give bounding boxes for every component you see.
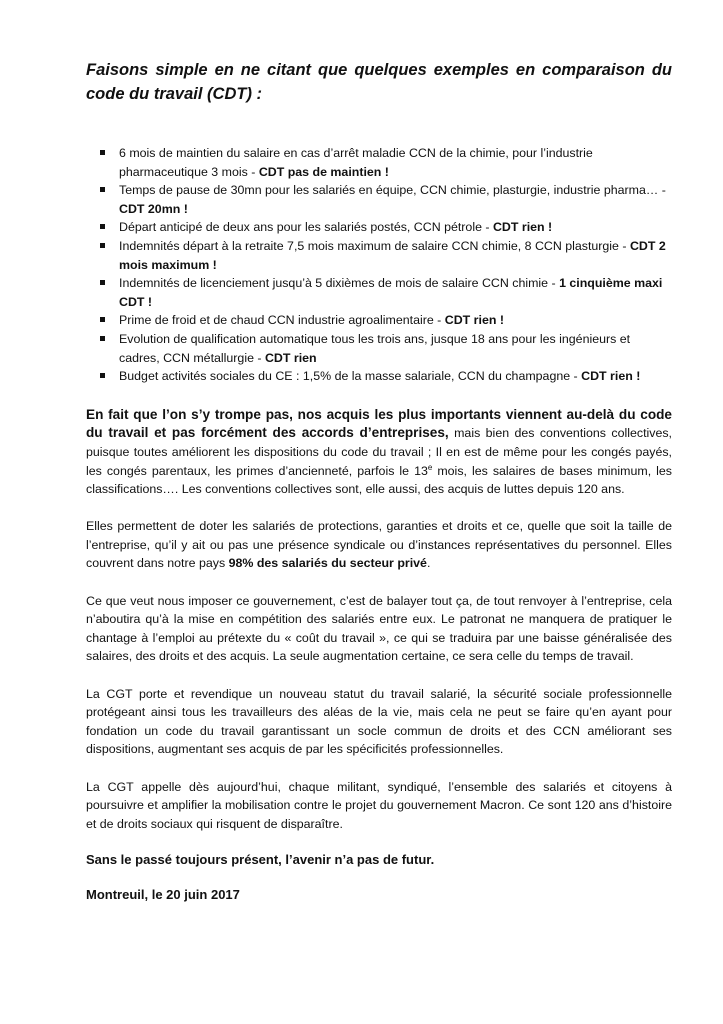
paragraph-cgt-appel: La CGT appelle dès aujourd’hui, chaque militant, syndiqué, l’ensemble des salariés et citoyens à poursuivre et amplifier la mobilisation contre le projet du gouvernement Macron. Ce sont 120 ans d’histoire et de droits sociaux qui risquent de disparaître.: [86, 779, 672, 831]
list-item: Indemnités départ à la retraite 7,5 mois maximum de salaire CCN chimie, 8 CCN plasturgie - CDT 2 mois maximum !: [119, 237, 672, 274]
closing-line: Sans le passé toujours présent, l’avenir n’a pas de futur.: [86, 851, 435, 867]
document-title: Faisons simple en ne citant que quelques exemples en comparaison du code du travail (CDT) :: [86, 61, 672, 103]
document-page: [86, 58, 672, 902]
list-item: Budget activités sociales du CE : 1,5% de la masse salariale, CCN du champagne - CDT rien !: [119, 367, 672, 386]
comparison-list: [86, 144, 672, 386]
place-date: Montreuil, le 20 juin 2017: [86, 886, 240, 902]
paragraph-conventions: En fait que l’on s’y trompe pas, nos acquis les plus importants viennent au-delà du code du travail et pas forcément des accords d’entreprises, mais bien des conventions collectives, puisque toutes améliorent les dispositions du code du travail ; Il en est de même pour les congés payés, les congés parentaux, les primes d’ancienneté, parfois le 13e mois, les salaires de bases minimum, les classifications…. Les conventions collectives sont, elle aussi, des acquis de luttes depuis 120 ans.: [86, 406, 672, 497]
list-item: Indemnités de licenciement jusqu’à 5 dixièmes de mois de salaire CCN chimie - 1 cinquième maxi CDT !: [119, 274, 672, 311]
list-item: Prime de froid et de chaud CCN industrie agroalimentaire - CDT rien !: [119, 311, 672, 330]
paragraph-government: Ce que veut nous imposer ce gouvernement, c’est de balayer tout ça, de tout renvoyer à l’entreprise, cela n’aboutira qu’à la mise en compétition des salariés entre eux. Le patronat ne manquera de pratiquer le chantage à l’emploi au prétexte du « coût du travail », ce qui se traduira par une baisse généralisée des salaires, des droits et des acquis. La seule augmentation certaine, ce sera celle du temps de travail.: [86, 593, 672, 664]
paragraph-protections: Elles permettent de doter les salariés de protections, garanties et droits et ce, quelle que soit la taille de l’entreprise, qu’il y ait ou pas une présence syndicale ou d’instances représentatives du personnel. Elles couvrent dans notre pays 98% des salariés du secteur privé.: [86, 519, 672, 571]
paragraph-cgt-statut: La CGT porte et revendique un nouveau statut du travail salarié, la sécurité sociale professionnelle protégeant ainsi tous les travailleurs des aléas de la vie, mais cela ne peut se faire qu’en ayant pour fondation un code du travail garantissant un socle commun de droits et des CCN améliorant ses dispositions, augmentant ses acquis de par les spécificités professionnelles.: [86, 686, 672, 757]
list-item: 6 mois de maintien du salaire en cas d’arrêt maladie CCN de la chimie, pour l’industrie pharmaceutique 3 mois - CDT pas de maintien !: [119, 144, 672, 181]
list-item: Départ anticipé de deux ans pour les salariés postés, CCN pétrole - CDT rien !: [119, 218, 672, 237]
list-item: Evolution de qualification automatique tous les trois ans, jusque 18 ans pour les ingénieurs et cadres, CCN métallurgie - CDT rien: [119, 330, 672, 367]
paragraph-lead: En fait que l’on s’y trompe pas, nos acquis les plus importants viennent au-delà du code du travail et pas forcément des accords d’entreprises,: [86, 406, 672, 441]
list-item: Temps de pause de 30mn pour les salariés en équipe, CCN chimie, plasturgie, industrie pharma… - CDT 20mn !: [119, 181, 672, 218]
